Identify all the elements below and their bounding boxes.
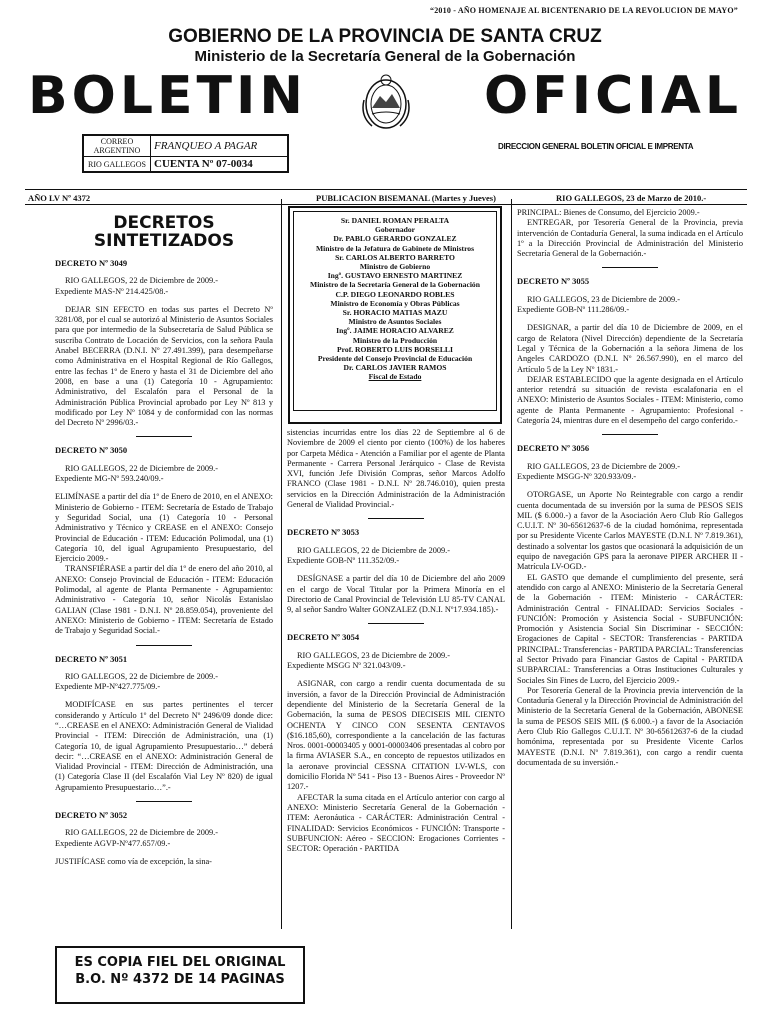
decree-3049-expediente: Expediente MAS-Nº 214.425/08.- (55, 286, 169, 296)
decree-3053-date: RIO GALLEGOS, 22 de Diciembre de 2009.- (297, 545, 450, 555)
decree-3051-date: RIO GALLEGOS, 22 de Diciembre de 2009.- (65, 671, 218, 681)
authority-name: Sr. CARLOS ALBERTO BARRETO (335, 252, 455, 262)
authority-role: Ministro de la Jefatura de Gabinete de Ministros (315, 243, 475, 253)
province-coat-of-arms-icon (358, 70, 414, 134)
separator (136, 436, 192, 437)
decree-3055-body-2: DEJAR ESTABLECIDO que la agente designada en el Artículo anterior retendrá su situación de revista escalafonaria en el ANEXO: Ministerio de Asuntos Sociales - ITEM: Ministerio, como agente de Planta Permanente - Agrupamiento: Profesional - Categoría 24, mientras dure en el desempeño del cargo conferido.- (517, 374, 743, 426)
ministry-title: Ministerio de la Secretaría General de la Gobernación (194, 48, 576, 65)
decree-3051-number: DECRETO Nº 3051 (55, 653, 128, 664)
column-3 (517, 208, 743, 776)
decree-3056-expediente: Expediente MSGG-Nº 320.933/09.- (517, 471, 637, 481)
column-1 (55, 208, 273, 875)
column-divider-1 (281, 199, 282, 929)
decree-3056-body-3: Por Tesorería General de la Provincia previa intervención de la Contaduría General y la Dirección Provincial de Administración del Ministerio de la Secretaría General de la Gobernación, ABONESE la suma de PESOS SEIS MIL ($ 6.000.-) a favor de la Asociación Aero Club Río Gallegos C.U.I.T. Nº 30-65612637-6 de la ciudad homónima, representada por su Presidente Vicente Carlos MAYESTE (D.N.I. Nº 7.819.361), con cargo a rendir cuenta documentada de su inversión.- (517, 685, 743, 767)
decree-3050-body-1: ELIMÍNASE a partir del día 1º de Enero de 2010, en el ANEXO: Ministerio de Gobierno - ITEM: Secretaría de Estado de Trabajo y Seguridad Social, una (1) Categoría 10 - Personal Administrativo y Técnico y CREASE en el ANEXO: Consejo Provincial de Educación - ITEM: Educación Polimodal, una (1) Categoría 10, del igual Agrupamiento Presupuestario, del Ejercicio 2009.- (55, 492, 273, 564)
decree-3054-body-2: AFECTAR la suma citada en el Artículo anterior con cargo al ANEXO: Ministerio Secretaría General de la Gobernación - ITEM: Aeronáutica - CARÁCTER: Administración Central - FINALIDAD: Servicios Económicos - FUNCIÓN: Transporte - SUBFUNCION: Aéreo - SECCION: Erogaciones Corrientes - SECTOR: Operación - PARTIDA (287, 792, 505, 854)
authority-role: Gobernador (374, 225, 416, 235)
decree-3054-expediente: Expediente MSGG Nº 321.043/09.- (287, 661, 406, 671)
authority-role: Ministro de Gobierno (359, 262, 431, 272)
postage-rio: RIO GALLEGOS (84, 157, 151, 172)
decree-3050-body-2: TRANSFIÉRASE a partir del día 1º de enero del año 2010, al ANEXO: Consejo Provincial de Educación - ITEM: Educación Polimodal, al agente de Planta Permanente - Agrupamiento: Administrativo - Categoría 10, señor Nicolás Estanislao GALIAN (Clase 1981 - D.N.I. Nº 28.859.054), proveniente del ANEXO: Ministerio de Gobierno - ITEM: Secretaría de Estado de Trabajo y Seguridad Social.- (55, 564, 273, 636)
true-copy-box (55, 946, 305, 1004)
decree-3055-expediente: Expediente GOB-Nº 111.286/09.- (517, 305, 630, 315)
authority-role: Ministro de Asuntos Sociales (348, 317, 442, 327)
decree-3049-body: DEJAR SIN EFECTO en todas sus partes el Decreto Nº 3281/08, por el cual se autorizó al Ministerio de Asuntos Sociales para que por intermedio de la Subsecretaría de Salud Pública se suscriba Contrato de Locación de Servicios, con la señora Paula Anabel BECERRA (D.N.I. Nº 27.491.399), para desempeñarse como Administrativa en el Hospital Regional de Río Gallegos, entre las fechas 1º de Enero y hasta el 31 de Diciembre del año 2008, en base a una (1) Categoría 10 - Agrupamiento: Administrativo, del Escalafón para el Personal de la Administración Pública Provincial aprobado por Ley Nº 813 y modificado por Ley Nº 1084 y de conformidad con las normas del Decreto Nº 2996/03.- (55, 304, 273, 428)
postage-box (82, 134, 289, 173)
authority-role: Ministro de la Secretaría General de la Gobernación (310, 280, 480, 290)
decree-3049-date: RIO GALLEGOS, 22 de Diciembre de 2009.- (65, 276, 218, 286)
header-rule-bottom (25, 204, 747, 205)
publication-frequency: PUBLICACION BISEMANAL (Martes y Jueves) (316, 193, 496, 203)
postage-correo: CORREO ARGENTINO (84, 136, 151, 157)
decree-3056-date: RIO GALLEGOS, 23 de Diciembre de 2009.- (527, 461, 680, 471)
decree-3050-number: DECRETO Nº 3050 (55, 445, 128, 456)
decree-3051-body: MODIFÍCASE en sus partes pertinentes el tercer considerando y Artículo 1º del Decreto Nº 2496/09 donde dice: “…CREASE en el ANEXO: Administración General de Vialidad Provincial - ITEM: Dirección de Administración, una (1) Categoría 10, de igual Agrupamiento Presupuestario…” deberá decir: “…CREASE en el ANEXO: Administración General de Vialidad Provincial - ITEM: Dirección de Administración, una (1) Categoría Clase II (del Escalafón Vial Ley Nº 820) de igual Agrupamiento Presupuestario…”.- (55, 700, 273, 792)
separator (602, 434, 658, 435)
authority-role: Presidente del Consejo Provincial de Educación (317, 354, 473, 364)
decree-3055-number: DECRETO Nº 3055 (517, 276, 590, 287)
decree-3056-body-1: OTORGASE, un Aporte No Reintegrable con cargo a rendir cuenta documentada de su inversión por la suma de PESOS SEIS MIL ($ 6.000.-) a favor de la Asociación Aero Club Río Gallegos C.U.I.T. Nº 30-65612637-6 de la ciudad homónima, representada por su Presidente Vicente Carlos MAYESTE (D.N.I. Nº 7.819.361), destinado a solventar los gastos que ocasionará la adquisición de un equipo de navegación GPS para la aeronave PIPER ARCHER II - Matrícula LV-OGD.- (517, 490, 743, 572)
decree-3052-number: DECRETO Nº 3052 (55, 810, 128, 821)
authority-name: Sr. HORACIO MATIAS MAZU (342, 308, 448, 318)
authority-name: Sr. DANIEL ROMAN PERALTA (340, 216, 450, 225)
authority-role: Fiscal de Estado (368, 372, 422, 382)
decree-3055-body-1: DESIGNAR, a partir del día 10 de Diciembre de 2009, en el cargo de Relatora (Nivel Dirección) dependiente de la Secretaría Legal y Técnica de la Gobernación a la señora Jimena de los Angeles CARDOZO (D.N.I. Nº 26.567.990), en el marco del Artículo 5 de la Ley Nº 1831.- (517, 323, 743, 374)
decree-3049-number: DECRETO Nº 3049 (55, 258, 128, 268)
header-motto: “2010 - AÑO HOMENAJE AL BICENTENARIO DE LA REVOLUCION DE MAYO” (430, 6, 738, 15)
decree-3053-number: DECRETO Nº 3053 (287, 527, 360, 538)
decree-3053-expediente: Expediente GOB-Nº 111.352/09.- (287, 555, 400, 565)
column-divider-2 (511, 199, 512, 929)
authorities-box (288, 206, 502, 424)
separator (368, 623, 424, 624)
decree-3055-date: RIO GALLEGOS, 23 de Diciembre de 2009.- (527, 294, 680, 304)
decree-3052-date: RIO GALLEGOS, 22 de Diciembre de 2009.- (65, 828, 218, 838)
separator (602, 267, 658, 268)
decree-3054-continuation-2: ENTREGAR, por Tesorería General de la Provincia, previa intervención de Contaduría General, la suma indicada en el Artículo 1º a la Dirección Provincial de Administración del Ministerio Secretaría General de la Gobernación.- (517, 218, 743, 259)
title-boletin: BOLETIN (28, 66, 307, 126)
decree-3056-number: DECRETO Nº 3056 (517, 443, 590, 454)
authority-name: Dr. CARLOS JAVIER RAMOS (343, 363, 447, 373)
decree-3054-date: RIO GALLEGOS, 23 de Diciembre de 2009.- (297, 650, 450, 660)
decree-3050-date: RIO GALLEGOS, 22 de Diciembre de 2009.- (65, 463, 218, 473)
authority-name: Ingº. JAIME HORACIO ALVAREZ (336, 326, 454, 336)
authority-role: Ministro de la Producción (352, 335, 438, 345)
decree-3052-body: JUSTIFÍCASE como vía de excepción, la sina- (55, 856, 212, 866)
authority-name: C.P. DIEGO LEONARDO ROBLES (335, 289, 455, 299)
decree-3054-continuation-1: PRINCIPAL: Bienes de Consumo, del Ejercicio 2009.- (517, 208, 700, 217)
decree-3052-continuation: sistencias incurridas entre los días 22 de Septiembre al 6 de Noviembre de 2009 el ciento por ciento (100%) de los haberes por Carpeta Médica - Atención a Familiar por el agente de Planta Permanente - Carrera Personal Jerárquico - Clase de Revista XVI, función Jefe División Compras, señor Marcos Adolfo FRANCO (Clase 1981 - D.N.I. Nº 28.746.010), quien presta servicios en la Dirección Administración de la Administración General de Vialidad Provincial.- (287, 428, 505, 510)
decree-3053-body: DESÍGNASE a partir del día 10 de Diciembre del año 2009 en el cargo de Vocal Titular por la Primera Minoría en el Directorio de Canal Provincial de Televisión LU 85-TV CANAL 9, al señor Sandro Walter GONZALEZ (D.N.I. Nº17.934.185).- (287, 574, 505, 615)
authority-name: Dr. PABLO GERARDO GONZALEZ (333, 234, 457, 244)
separator (368, 518, 424, 519)
year-number: AÑO LV Nº 4372 (28, 193, 91, 203)
postage-cuenta: CUENTA Nº 07-0034 (151, 157, 288, 172)
decree-3056-body-2: EL GASTO que demande el cumplimiento del presente, será atendido con cargo al ANEXO: Ministerio de la Secretaría General de la Gobernación - ITEM: Ministerio - CARÁCTER: Administración Central - FINALIDAD: Servicios Sociales - FUNCIÓN: Promoción y Asistencia Social - SUBFUNCIÓN: Promoción y Asistencia Social Sin Discriminar - SECCIÓN: Erogaciones de Capital - SECTOR: Transferencias - PARTIDA PRINCIPAL: Transferencias - PARTIDA PARCIAL: Transferencias al Sector Privado para Financiar Gastos de Capital - PARTIDA SUBPARCIAL: Transferencias a Otras Instituciones Culturales y Sociales Sin Fines de Lucro, del Ejercicio 2009.- (517, 572, 743, 685)
authority-name: Ingº. GUSTAVO ERNESTO MARTINEZ (327, 271, 463, 281)
decree-3050-expediente: Expediente MG-Nº 593.240/09.- (55, 474, 164, 484)
authority-role: Ministro de Economía y Obras Públicas (330, 298, 460, 308)
decree-3054-number: DECRETO Nº 3054 (287, 632, 360, 643)
header-rule-top (25, 189, 747, 190)
postage-franqueo: FRANQUEO A PAGAR (151, 136, 288, 157)
separator (136, 801, 192, 802)
section-title: DECRETOS SINTETIZADOS (93, 213, 235, 251)
issue-date: RIO GALLEGOS, 23 de Marzo de 2010.- (556, 193, 707, 203)
direction-label: DIRECCION GENERAL BOLETIN OFICIAL E IMPRENTA (498, 142, 694, 151)
column-2 (287, 428, 505, 862)
separator (136, 645, 192, 646)
decree-3051-expediente: Expediente MP-Nº427.775/09.- (55, 682, 161, 692)
title-oficial: OFICIAL (484, 66, 742, 126)
government-title: GOBIERNO DE LA PROVINCIA DE SANTA CRUZ (168, 26, 602, 47)
true-copy-line-1: ES COPIA FIEL DEL ORIGINAL (74, 955, 286, 970)
decree-3052-expediente: Expediente AGVP-Nº477.657/09.- (55, 838, 171, 848)
decree-3054-body-1: ASIGNAR, con cargo a rendir cuenta documentada de su inversión, a favor de la Dirección Provincial de Administración dependiente del Ministerio de la Secretaría General de la Gobernación, la suma de PESOS DIECISEIS MIL CIENTO OCHENTA Y CINCO CON SESENTA CENTAVOS ($16.185,60), correspondiente a la cancelación de las facturas Nros. 0001-00003405 y 0001-00003406 presentadas al cobro por la firma AVIASER S.A., en concepto de repuestos utilizados en la aeronave provincial CESSNA CITATION LV-WLS, con domicilio Florida Nº 541 - Piso 13 - Buenos Aires - Proveedor Nº 1207.- (287, 679, 505, 792)
true-copy-line-2: B.O. Nº 4372 DE 14 PAGINAS (75, 972, 285, 987)
authority-name: Prof. ROBERTO LUIS BORSELLI (337, 344, 453, 354)
